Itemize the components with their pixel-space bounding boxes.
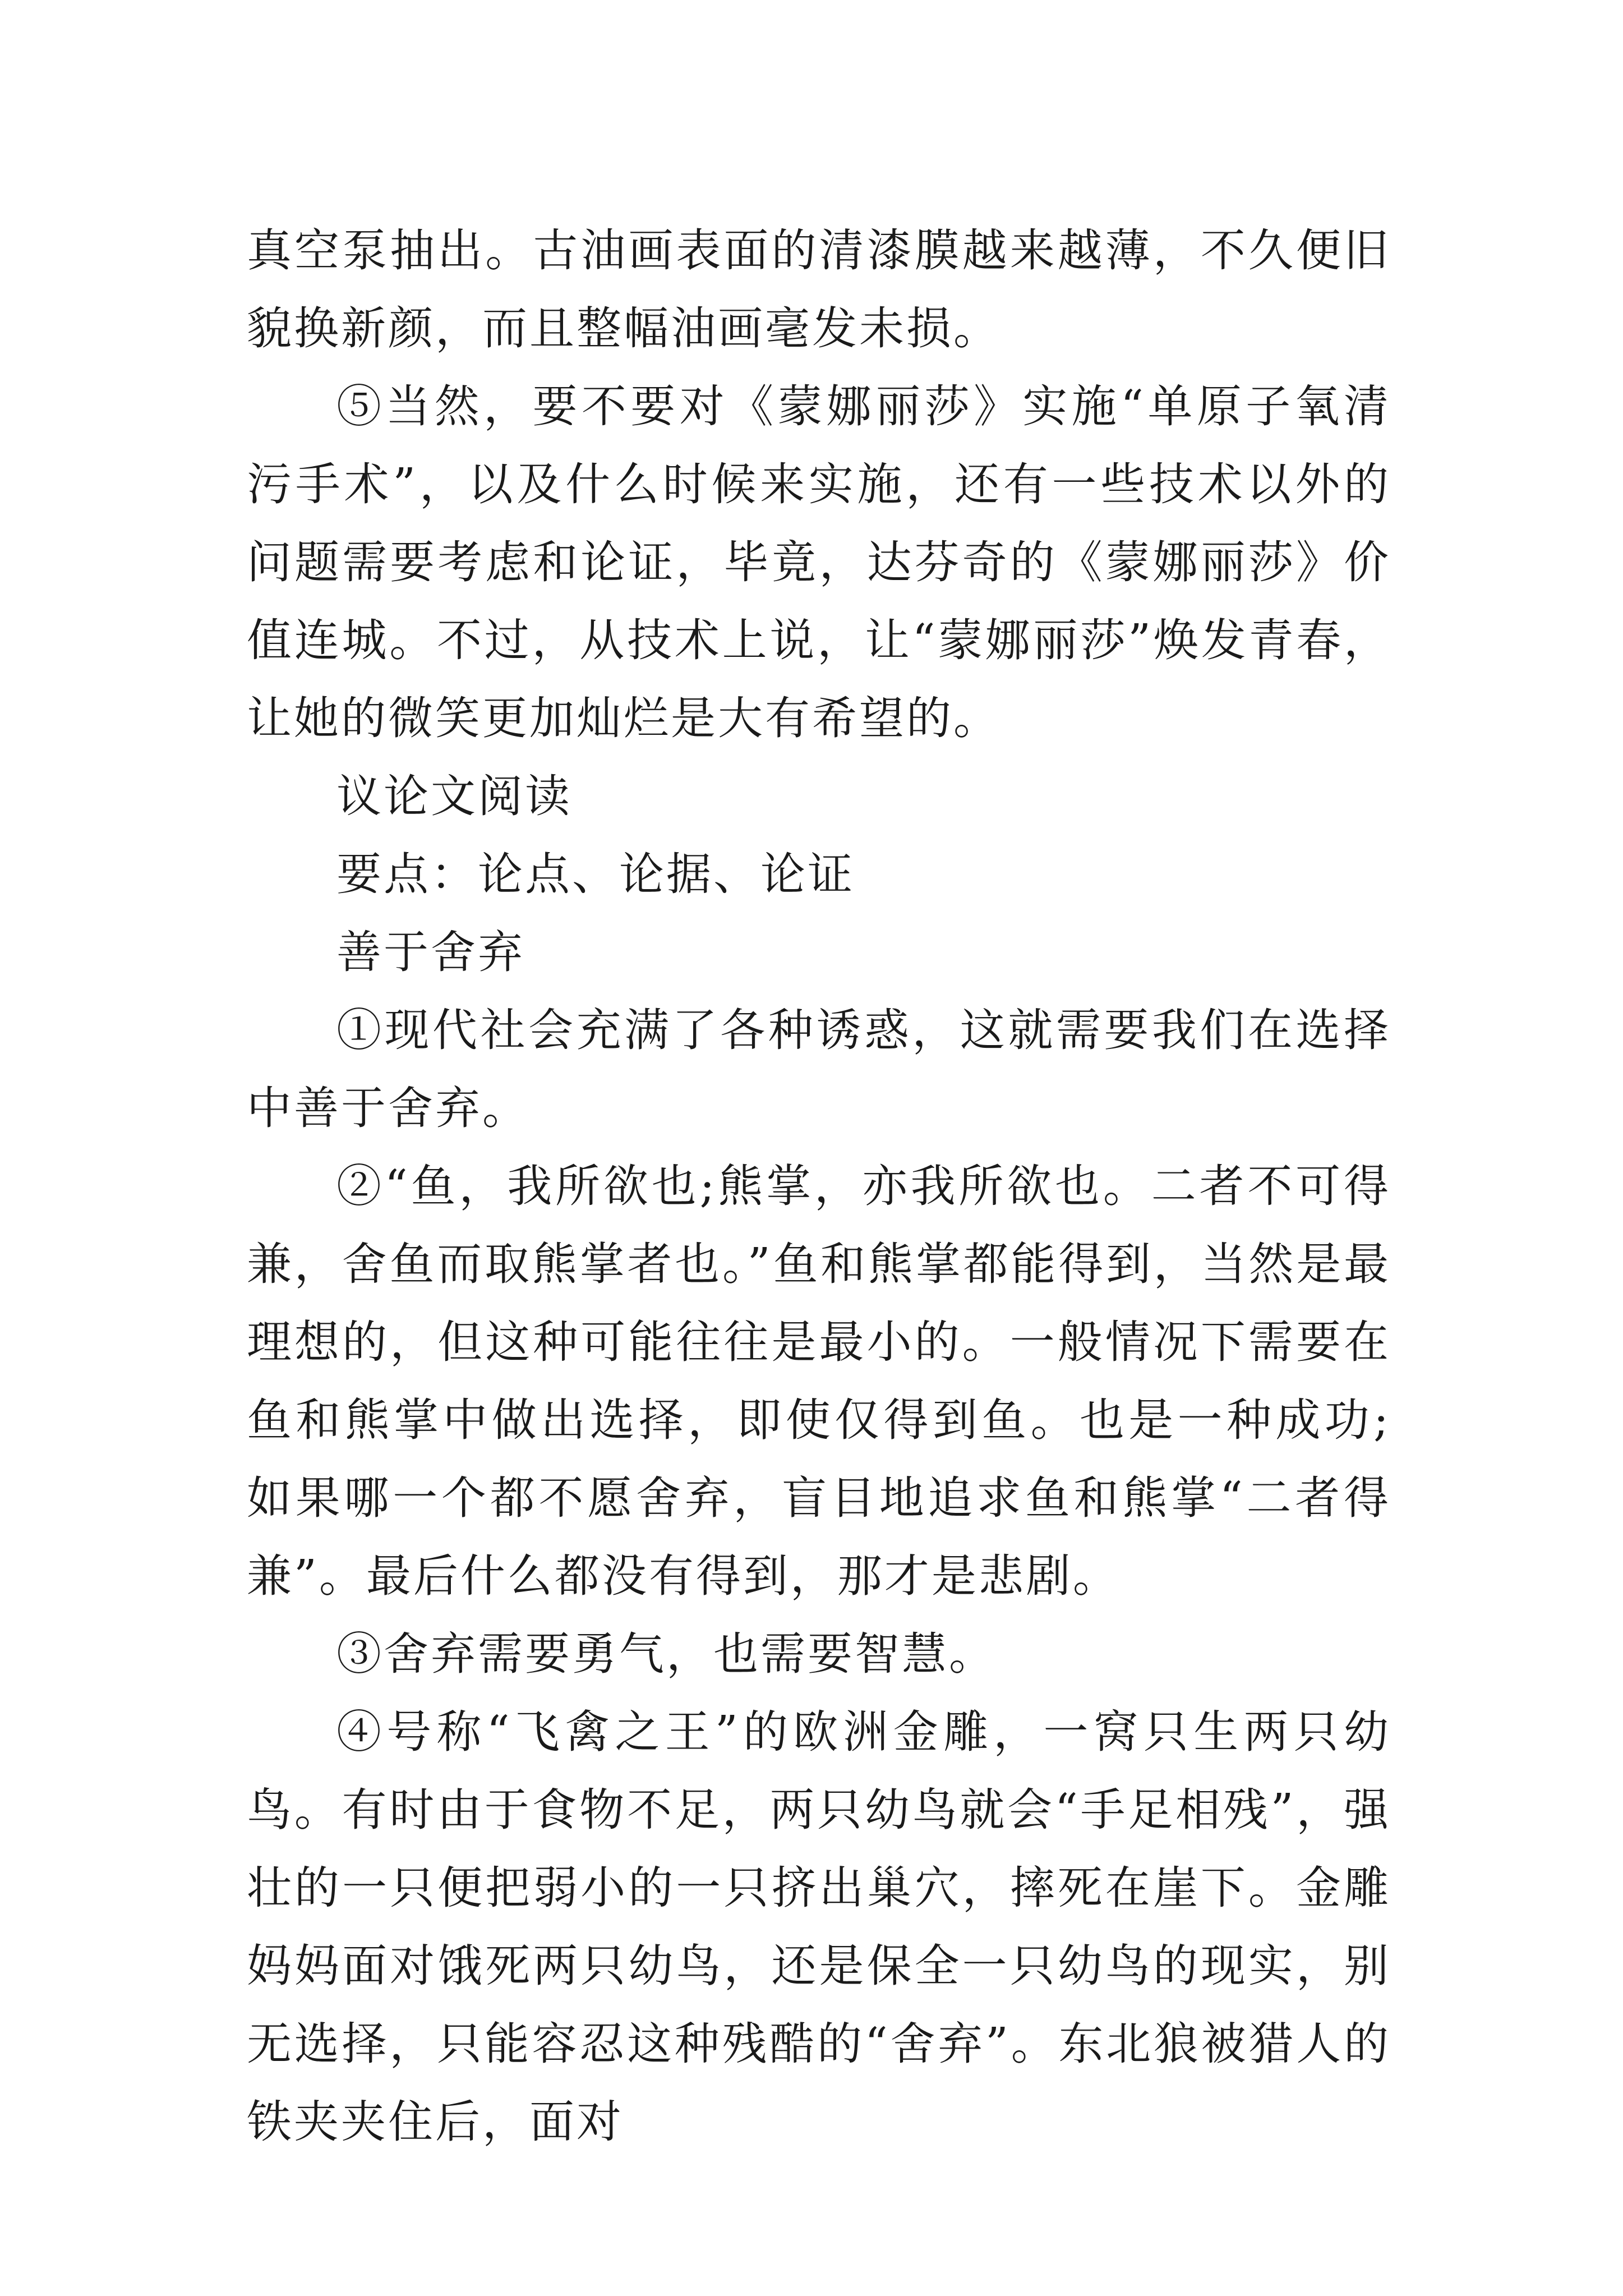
paragraph-3: ③舍弃需要勇气，也需要智慧。 — [336, 1628, 996, 1680]
paragraph-5: ⑤当然，要不要对《蒙娜丽莎》实施“单原子氧清污手术”，以及什么时候来实施，还有一些技术以外的问题需要考虑和论证，毕竟，达芬奇的《蒙娜丽莎》价值连城。不过，从技术上说，让“蒙娜丽莎”焕发青春，让她的微笑更加灿烂是大有希望的。 — [247, 380, 1391, 744]
paragraph-2: ②“鱼，我所欲也;熊掌，亦我所欲也。二者不可得兼，舍鱼而取熊掌者也。”鱼和熊掌都能得到，当然是最理想的，但这种可能往往是最小的。一般情况下需要在鱼和熊掌中做出选择，即使仅得到鱼。也是一种成功;如果哪一个都不愿舍弃，盲目地追求鱼和熊掌“二者得兼”。最后什么都没有得到，那才是悲剧。 — [247, 1160, 1391, 1602]
section-heading: 议论文阅读 — [336, 770, 572, 822]
essay-title: 善于舍弃 — [336, 926, 525, 978]
paragraph-continuation: 真空泵抽出。古油画表面的清漆膜越来越薄，不久便旧貌换新颜，而且整幅油画毫发未损。 — [247, 224, 1391, 355]
paragraph-1: ①现代社会充满了各种诱惑，这就需要我们在选择中善于舍弃。 — [247, 1004, 1391, 1134]
key-points-heading: 要点：论点、论据、论证 — [336, 848, 855, 900]
document-body — [247, 211, 1391, 2161]
paragraph-4: ④号称“飞禽之王”的欧洲金雕，一窝只生两只幼鸟。有时由于食物不足，两只幼鸟就会“手足相残”，强壮的一只便把弱小的一只挤出巢穴，摔死在崖下。金雕妈妈面对饿死两只幼鸟，还是保全一只幼鸟的现实，别无选择，只能容忍这种残酷的“舍弃”。东北狼被猎人的铁夹夹住后，面对 — [247, 1706, 1391, 2148]
